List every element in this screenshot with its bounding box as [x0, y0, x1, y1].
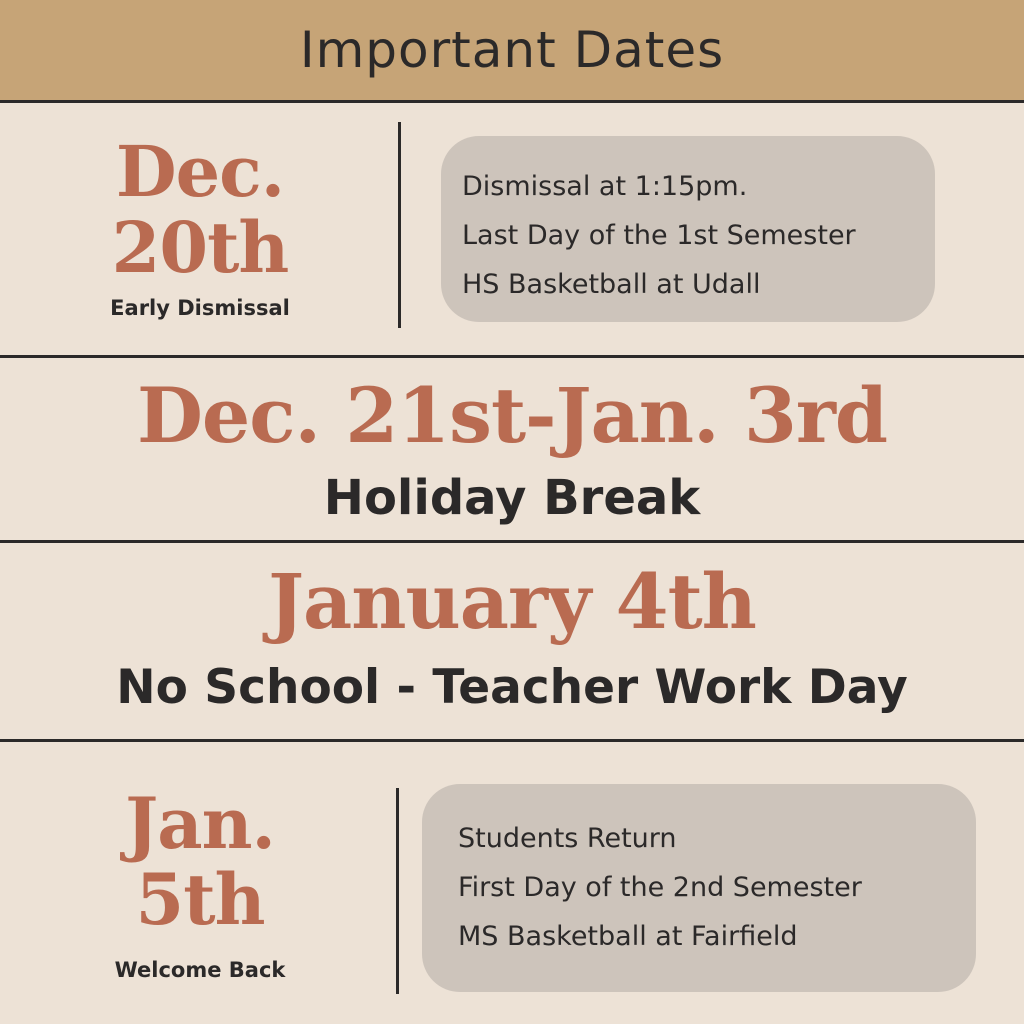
header-banner	[0, 0, 1024, 100]
event-details-box	[441, 136, 935, 322]
event-detail: Students Return	[458, 823, 677, 854]
event-row	[0, 557, 1024, 646]
vertical-divider	[396, 788, 399, 994]
event-detail: HS Basketball at Udall	[462, 269, 761, 300]
event-subtitle: Welcome Back	[114, 958, 286, 982]
event-row-label	[0, 660, 1024, 715]
event-date: January 4th	[268, 557, 756, 646]
event-row	[0, 371, 1024, 460]
divider	[0, 100, 1024, 103]
event-date-month: Dec.	[115, 130, 285, 213]
event-subtitle: Early Dismissal	[110, 296, 290, 320]
page-title: Important Dates	[299, 21, 725, 79]
vertical-divider	[398, 122, 401, 328]
event-detail: MS Basketball at Fairfield	[458, 921, 798, 952]
divider	[0, 739, 1024, 742]
event-detail: Dismissal at 1:15pm.	[462, 171, 748, 202]
divider	[0, 540, 1024, 543]
event-date-month: Jan.	[125, 782, 275, 865]
event-detail: Last Day of the 1st Semester	[462, 220, 856, 251]
event-date-block	[90, 782, 310, 982]
event-date-day: 20th	[111, 206, 289, 289]
event-label: No School - Teacher Work Day	[116, 660, 908, 715]
event-detail: First Day of the 2nd Semester	[458, 872, 862, 903]
event-date-block	[100, 130, 300, 320]
divider	[0, 355, 1024, 358]
event-date-day: 5th	[135, 858, 265, 941]
event-date: Dec. 21st-Jan. 3rd	[136, 371, 888, 460]
event-label: Holiday Break	[323, 470, 701, 526]
event-details-box	[422, 784, 976, 992]
event-row-label	[0, 470, 1024, 526]
